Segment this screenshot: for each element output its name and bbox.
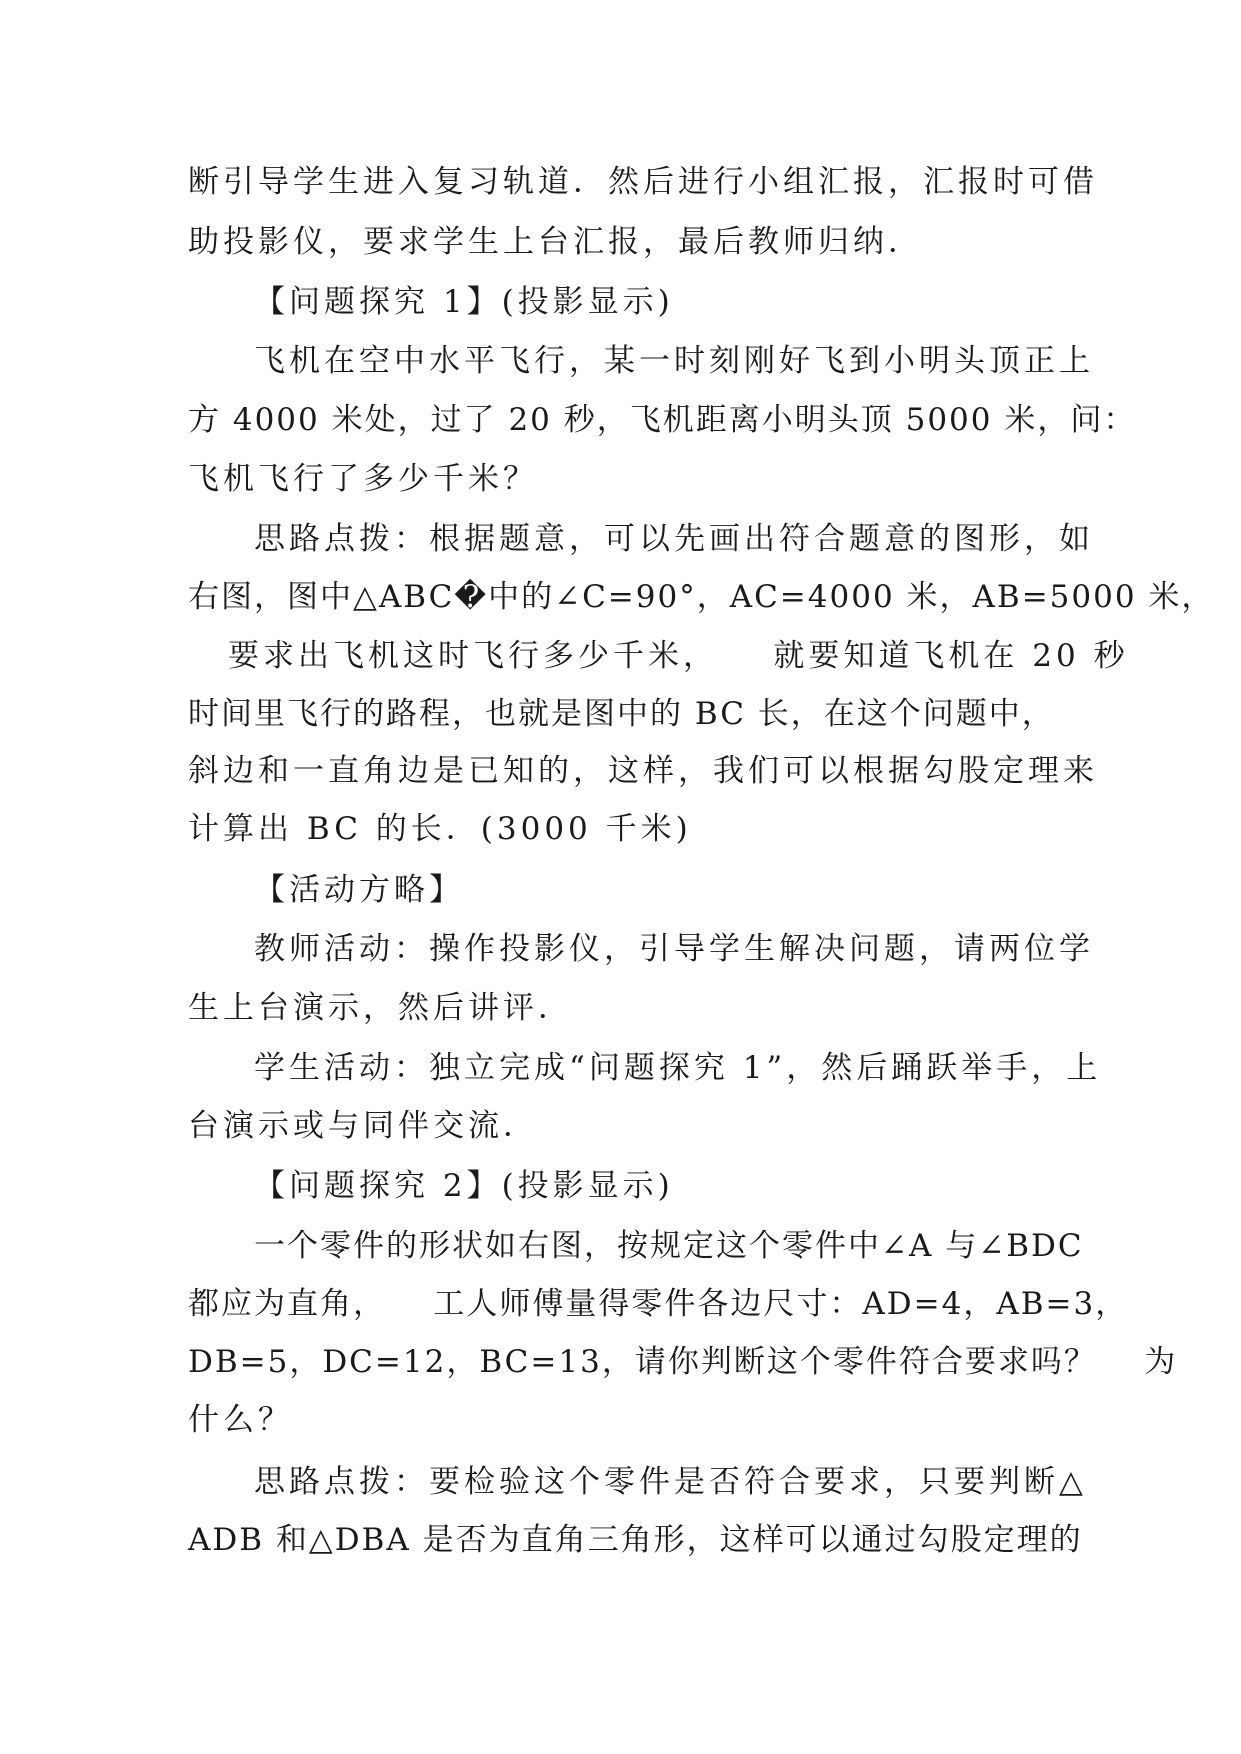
section-heading-activity: 【活动方略】 bbox=[254, 872, 464, 908]
text-line-14: 教师活动：操作投影仪，引导学生解决问题，请两位学 bbox=[254, 931, 1094, 967]
text-line-17: 台演示或与同伴交流． bbox=[188, 1108, 538, 1144]
text-line-5: 方 4000 米处，过了 20 秒，飞机距离小明头顶 5000 米，问： bbox=[188, 402, 1137, 438]
text-line-2: 助投影仪，要求学生上台汇报，最后教师归纳． bbox=[188, 224, 923, 260]
text-line-24: ADB 和△DBA 是否为直角三角形，这样可以通过勾股定理的 bbox=[188, 1522, 1083, 1558]
text-line-23: 思路点拨：要检验这个零件是否符合要求，只要判断△ bbox=[254, 1464, 1087, 1500]
text-line-6: 飞机飞行了多少千米？ bbox=[188, 461, 538, 497]
text-line-9: 要求出飞机这时飞行多少千米， 就要知道飞机在 20 秒 bbox=[228, 638, 1129, 674]
text-line-7: 思路点拨：根据题意，可以先画出符合题意的图形，如 bbox=[254, 521, 1094, 557]
text-line-19: 一个零件的形状如右图，按规定这个零件中∠A 与∠BDC bbox=[254, 1228, 1084, 1264]
text-line-1: 断引导学生进入复习轨道．然后进行小组汇报，汇报时可借 bbox=[188, 164, 1098, 200]
text-line-10: 时间里飞行的路程，也就是图中的 BC 长，在这个问题中， bbox=[188, 696, 1055, 732]
text-line-8: 右图，图中△ABC�中的∠C=90°，AC=4000 米，AB=5000 米， bbox=[188, 579, 1215, 615]
text-line-12: 计算出 BC 的长．(3000 千米) bbox=[188, 811, 692, 847]
text-line-4: 飞机在空中水平飞行，某一时刻刚好飞到小明头顶正上 bbox=[254, 343, 1094, 379]
text-line-11: 斜边和一直角边是已知的，这样，我们可以根据勾股定理来 bbox=[188, 753, 1098, 789]
text-line-16: 学生活动：独立完成“问题探究 1”，然后踊跃举手，上 bbox=[254, 1050, 1102, 1086]
text-line-21: DB=5，DC=12，BC=13，请你判断这个零件符合要求吗？ 为 bbox=[188, 1344, 1178, 1380]
text-line-22: 什么？ bbox=[188, 1402, 293, 1438]
text-line-15: 生上台演示，然后讲评． bbox=[188, 990, 573, 1026]
text-line-20: 都应为直角， 工人师傅量得零件各边尺寸：AD=4，AB=3， bbox=[188, 1286, 1129, 1322]
section-heading-problem-1: 【问题探究 1】(投影显示) bbox=[254, 284, 674, 320]
section-heading-problem-2: 【问题探究 2】(投影显示) bbox=[254, 1168, 674, 1204]
